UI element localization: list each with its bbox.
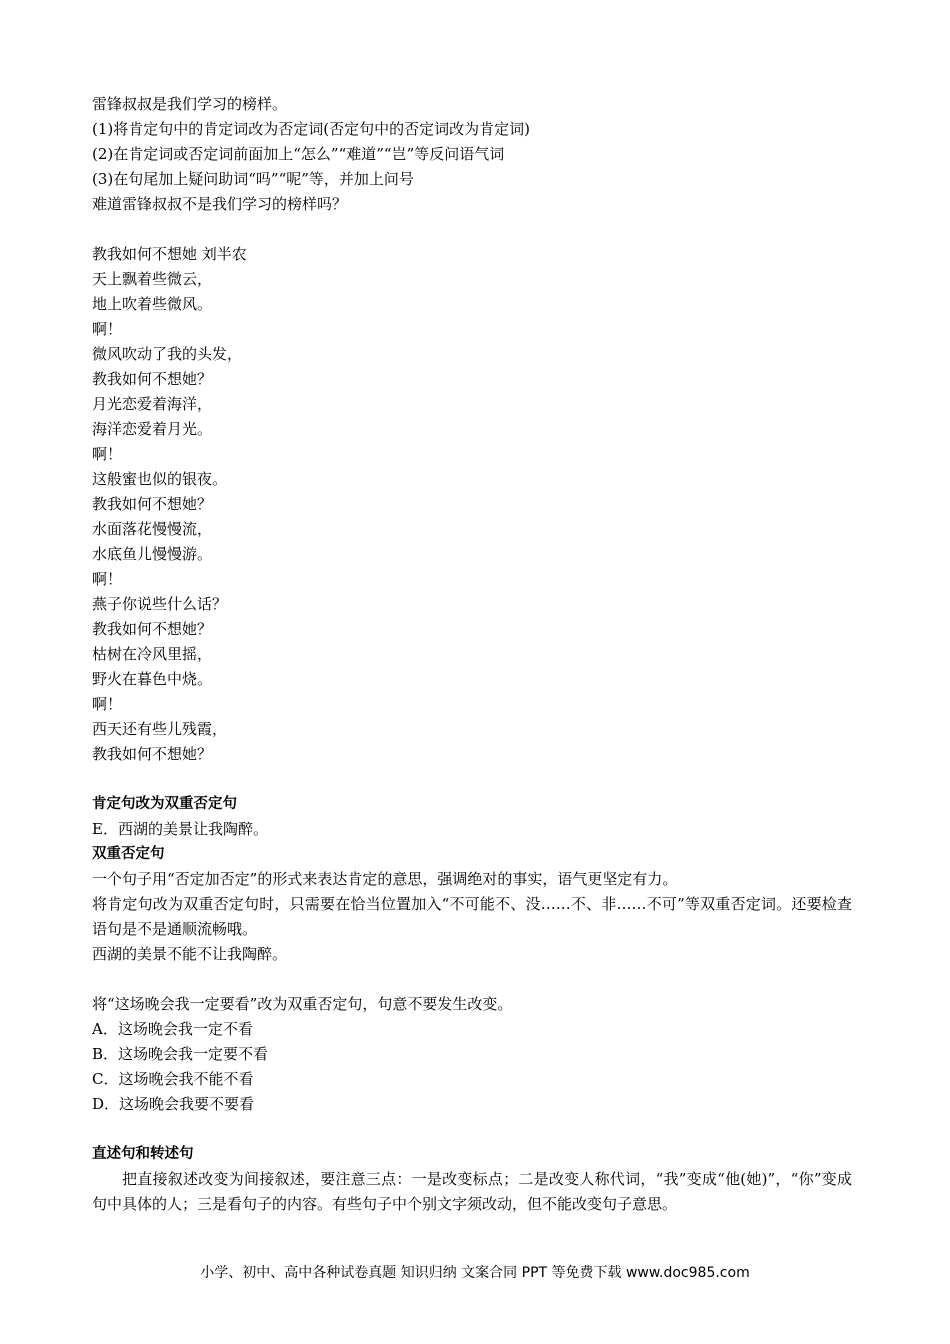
rule-2: (2)在肯定词或否定词前面加上“怎么”“难道”“岂”等反问语气词 — [92, 145, 505, 163]
poem-line: 啊！ — [92, 445, 123, 463]
page-footer: 小学、初中、高中各种试卷真题 知识归纳 文案合同 PPT 等免费下载 www.doc985.com — [200, 1265, 750, 1281]
poem-line: 啊！ — [92, 320, 123, 338]
poem-line: 这般蜜也似的银夜。 — [92, 470, 228, 488]
poem-line: 啊！ — [92, 570, 123, 588]
poem-line: 教我如何不想她？ — [92, 620, 213, 638]
poem — [92, 242, 852, 767]
section-rhetorical — [92, 92, 852, 217]
poem-line: 枯树在冷风里摇， — [92, 645, 213, 663]
document-body — [92, 92, 852, 1217]
rhetorical-answer: 难道雷锋叔叔不是我们学习的榜样吗？ — [92, 195, 348, 213]
poem-line: 月光恋爱着海洋， — [92, 395, 213, 413]
poem-line: 燕子你说些什么话？ — [92, 595, 228, 613]
poem-line: 海洋恋爱着月光。 — [92, 420, 213, 438]
poem-line: 水面落花慢慢流， — [92, 520, 213, 538]
poem-line: 野火在暮色中烧。 — [92, 670, 213, 688]
poem-line: 微风吹动了我的头发， — [92, 345, 243, 363]
option-b: B．这场晚会我一定要不看 — [92, 1045, 269, 1063]
poem-line: 教我如何不想她？ — [92, 495, 213, 513]
section-heading: 直述句和转述句 — [92, 1146, 194, 1162]
section-double-negative — [92, 792, 852, 967]
rule-1: (1)将肯定句中的肯定词改为否定词(否定句中的否定词改为肯定词) — [92, 120, 530, 138]
section-heading: 肯定句改为双重否定句 — [92, 796, 237, 812]
question-stem: 将“这场晚会我一定要看”改为双重否定句，句意不要发生改变。 — [92, 995, 513, 1013]
poem-line: 教我如何不想她？ — [92, 745, 213, 763]
poem-line: 天上飘着些微云， — [92, 270, 213, 288]
poem-line: 地上吹着些微风。 — [92, 295, 213, 313]
option-d: D．这场晚会我要不要看 — [92, 1095, 255, 1113]
example-sentence: 雷锋叔叔是我们学习的榜样。 — [92, 95, 288, 113]
poem-line: 啊！ — [92, 695, 123, 713]
answer-sentence: 西湖的美景不能不让我陶醉。 — [92, 945, 288, 963]
explanation-paragraph: 把直接叙述改变为间接叙述，要注意三点：一是改变标点；二是改变人称代词，“我”变成“他(她)”，“你”变成句中具体的人；三是看句子的内容。有些句子中个别文字须改动，但不能改变句子意思。 — [92, 1170, 852, 1213]
rule-3: (3)在句尾加上疑问助词“吗”“呢”等，并加上问号 — [92, 170, 414, 188]
option-a: A．这场晚会我一定不看 — [92, 1020, 253, 1038]
question-block — [92, 992, 852, 1117]
poem-line: 水底鱼儿慢慢游。 — [92, 545, 213, 563]
example-sentence: E．西湖的美景让我陶醉。 — [92, 820, 268, 838]
poem-line: 教我如何不想她？ — [92, 370, 213, 388]
explanation-paragraph: 将肯定句改为双重否定句时，只需要在恰当位置加入“不可能不、没……不、非……不可”等双重否定词。还要检查语句是不是通顺流畅哦。 — [92, 895, 852, 938]
option-c: C．这场晚会我不能不看 — [92, 1070, 254, 1088]
poem-title: 教我如何不想她 刘半农 — [92, 245, 247, 263]
subheading: 双重否定句 — [92, 846, 165, 862]
explanation-paragraph: 一个句子用“否定加否定”的形式来表达肯定的意思，强调绝对的事实，语气更坚定有力。 — [92, 870, 678, 888]
section-direct-indirect — [92, 1142, 852, 1217]
poem-line: 西天还有些儿残霞， — [92, 720, 228, 738]
